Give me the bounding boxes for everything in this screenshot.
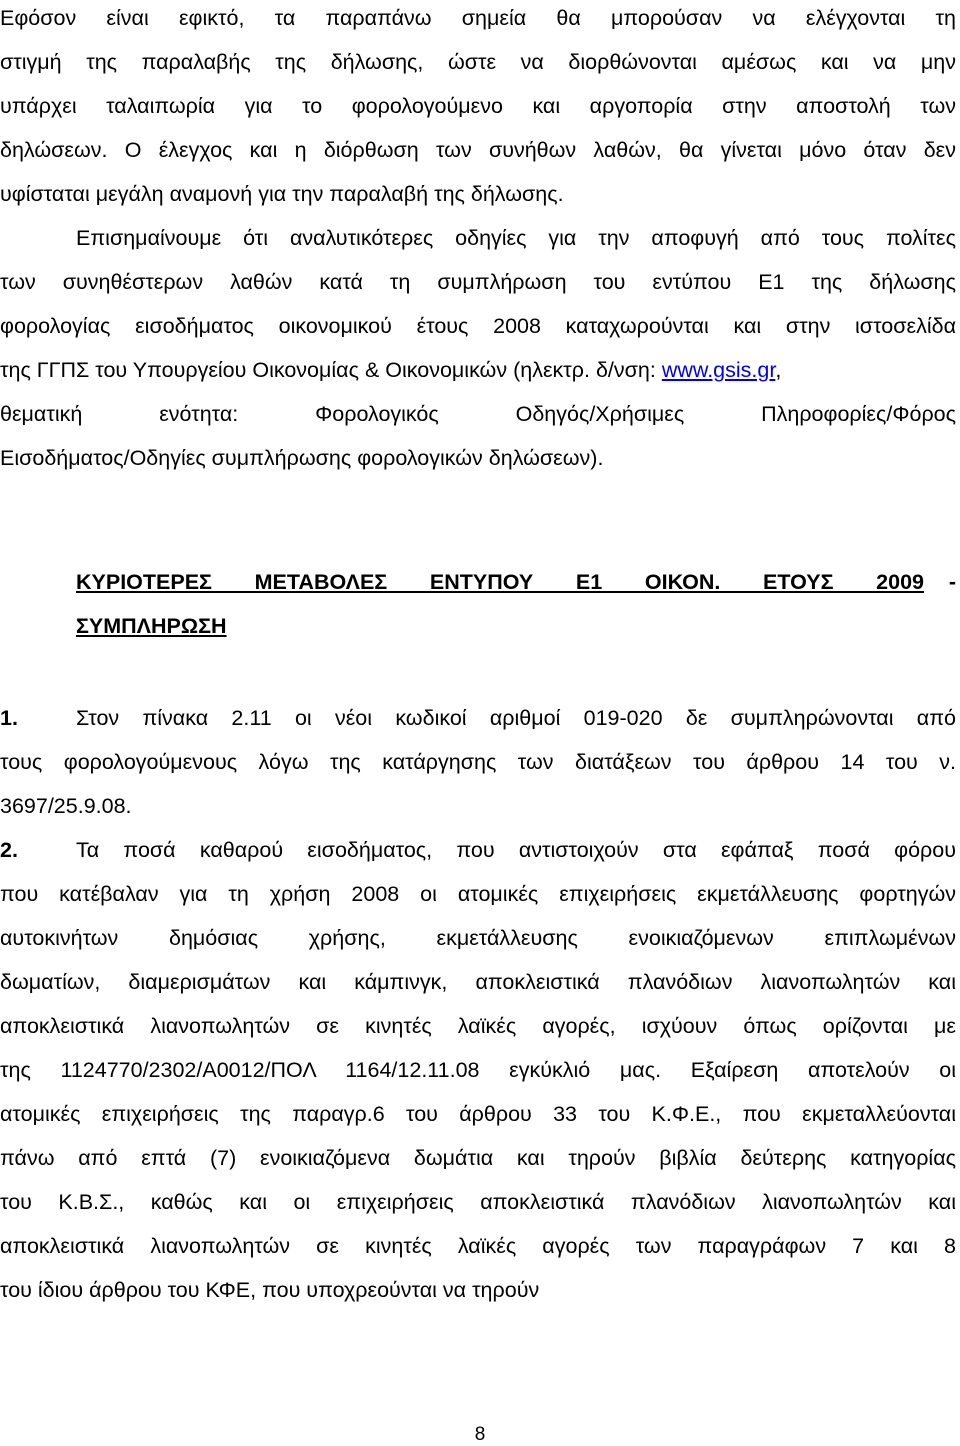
link-prefix: της ΓΓΠΣ του Υπουργείου Οικονομίας & Οικονομικών (ηλεκτρ. δ/νση: [0,358,662,382]
text-line: των συνηθέστερων λαθών κατά τη συμπλήρωση του εντύπου Ε1 της δήλωσης [0,270,956,294]
text-line [0,704,956,732]
gsis-link[interactable]: www.gsis.gr [661,358,776,382]
text-line-with-link [0,356,960,384]
text-line: θεματική ενότητα: Φορολογικός Οδηγός/Χρήσιμες Πληροφορίες/Φόρος [0,402,956,426]
item-number: 1. [0,706,18,730]
text-line: υπάρχει ταλαιπωρία για το φορολογούμενο και αργοπορία στην αποστολή των [0,94,956,118]
text-line: υφίσταται μεγάλη αναμονή για την παραλαβή της δήλωσης. [0,182,564,206]
text-line: του Κ.Β.Σ., καθώς και οι επιχειρήσεις αποκλειστικά πλανόδιων λιανοπωλητών και [0,1190,956,1214]
text-line: Επισημαίνουμε ότι αναλυτικότερες οδηγίες για την αποφυγή από τους πολίτες [76,226,956,250]
text-line: αποκλειστικά λιανοπωλητών σε κινητές λαϊκές αγορές των παραγράφων 7 και 8 [0,1234,956,1258]
text-line: ατομικές επιχειρήσεις της παραγρ.6 του άρθρου 33 του Κ.Φ.Ε., που εκμεταλλεύονται [0,1102,956,1126]
text-line: της 1124770/2302/Α0012/ΠΟΛ 1164/12.11.08 εγκύκλιό μας. Εξαίρεση αποτελούν οι [0,1058,956,1082]
heading-text-2: ΣΥΜΠΛΗΡΩΣΗ [76,614,227,638]
text-line: που κατέβαλαν για τη χρήση 2008 οι ατομικές επιχειρήσεις εκμετάλλευσης φορτηγών [0,882,956,906]
text-line: 3697/25.9.08. [0,794,132,818]
item-text: Τα ποσά καθαρού εισοδήματος, που αντιστοιχούν στα εφάπαξ ποσά φόρου [76,838,956,862]
text-line: πάνω από επτά (7) ενοικιαζόμενα δωμάτια και τηρούν βιβλία δεύτερης κατηγορίας [0,1146,956,1170]
text-line: δηλώσεων. Ο έλεγχος και η διόρθωση των συνήθων λαθών, θα γίνεται μόνο όταν δεν [0,138,956,162]
item-text: Στον πίνακα 2.11 οι νέοι κωδικοί αριθμοί 019-020 δε συμπληρώνονται από [76,706,956,730]
heading-dash: - [948,570,956,594]
text-line: αυτοκινήτων δημόσιας χρήσης, εκμετάλλευσης ενοικιαζόμενων επιπλωμένων [0,926,956,950]
text-line: Εφόσον είναι εφικτό, τα παραπάνω σημεία θα μπορούσαν να ελέγχονται τη [0,6,956,30]
text-line: Εισοδήματος/Οδηγίες συμπλήρωσης φορολογικών δηλώσεων). [0,446,604,470]
link-suffix: , [775,358,782,382]
text-line: του ίδιου άρθρου του ΚΦΕ, που υποχρεούνται να τηρούν [0,1278,540,1302]
page-number: 8 [474,1424,486,1445]
text-line: αποκλειστικά λιανοπωλητών σε κινητές λαϊκές αγορές, ισχύουν όπως ορίζονται με [0,1014,956,1038]
text-line: φορολογίας εισοδήματος οικονομικού έτους 2008 καταχωρούνται και στην ιστοσελίδα [0,314,956,338]
text-line: δωματίων, διαμερισμάτων και κάμπινγκ, αποκλειστικά πλανόδιων λιανοπωλητών και [0,970,956,994]
text-line: στιγμή της παραλαβής της δήλωσης, ώστε να διορθώνονται αμέσως και να μην [0,50,956,74]
heading-line-2 [76,612,956,640]
item-number: 2. [0,838,18,862]
text-line: τους φορολογούμενους λόγω της κατάργησης των διατάξεων του άρθρου 14 του ν. [0,750,956,774]
heading-line-1 [76,568,956,596]
text-line [0,836,956,864]
heading-text: ΚΥΡΙΟΤΕΡΕΣ ΜΕΤΑΒΟΛΕΣ ΕΝΤΥΠΟΥ Ε1 ΟΙΚΟΝ. ΕΤΟΥΣ 2009 [76,570,924,594]
